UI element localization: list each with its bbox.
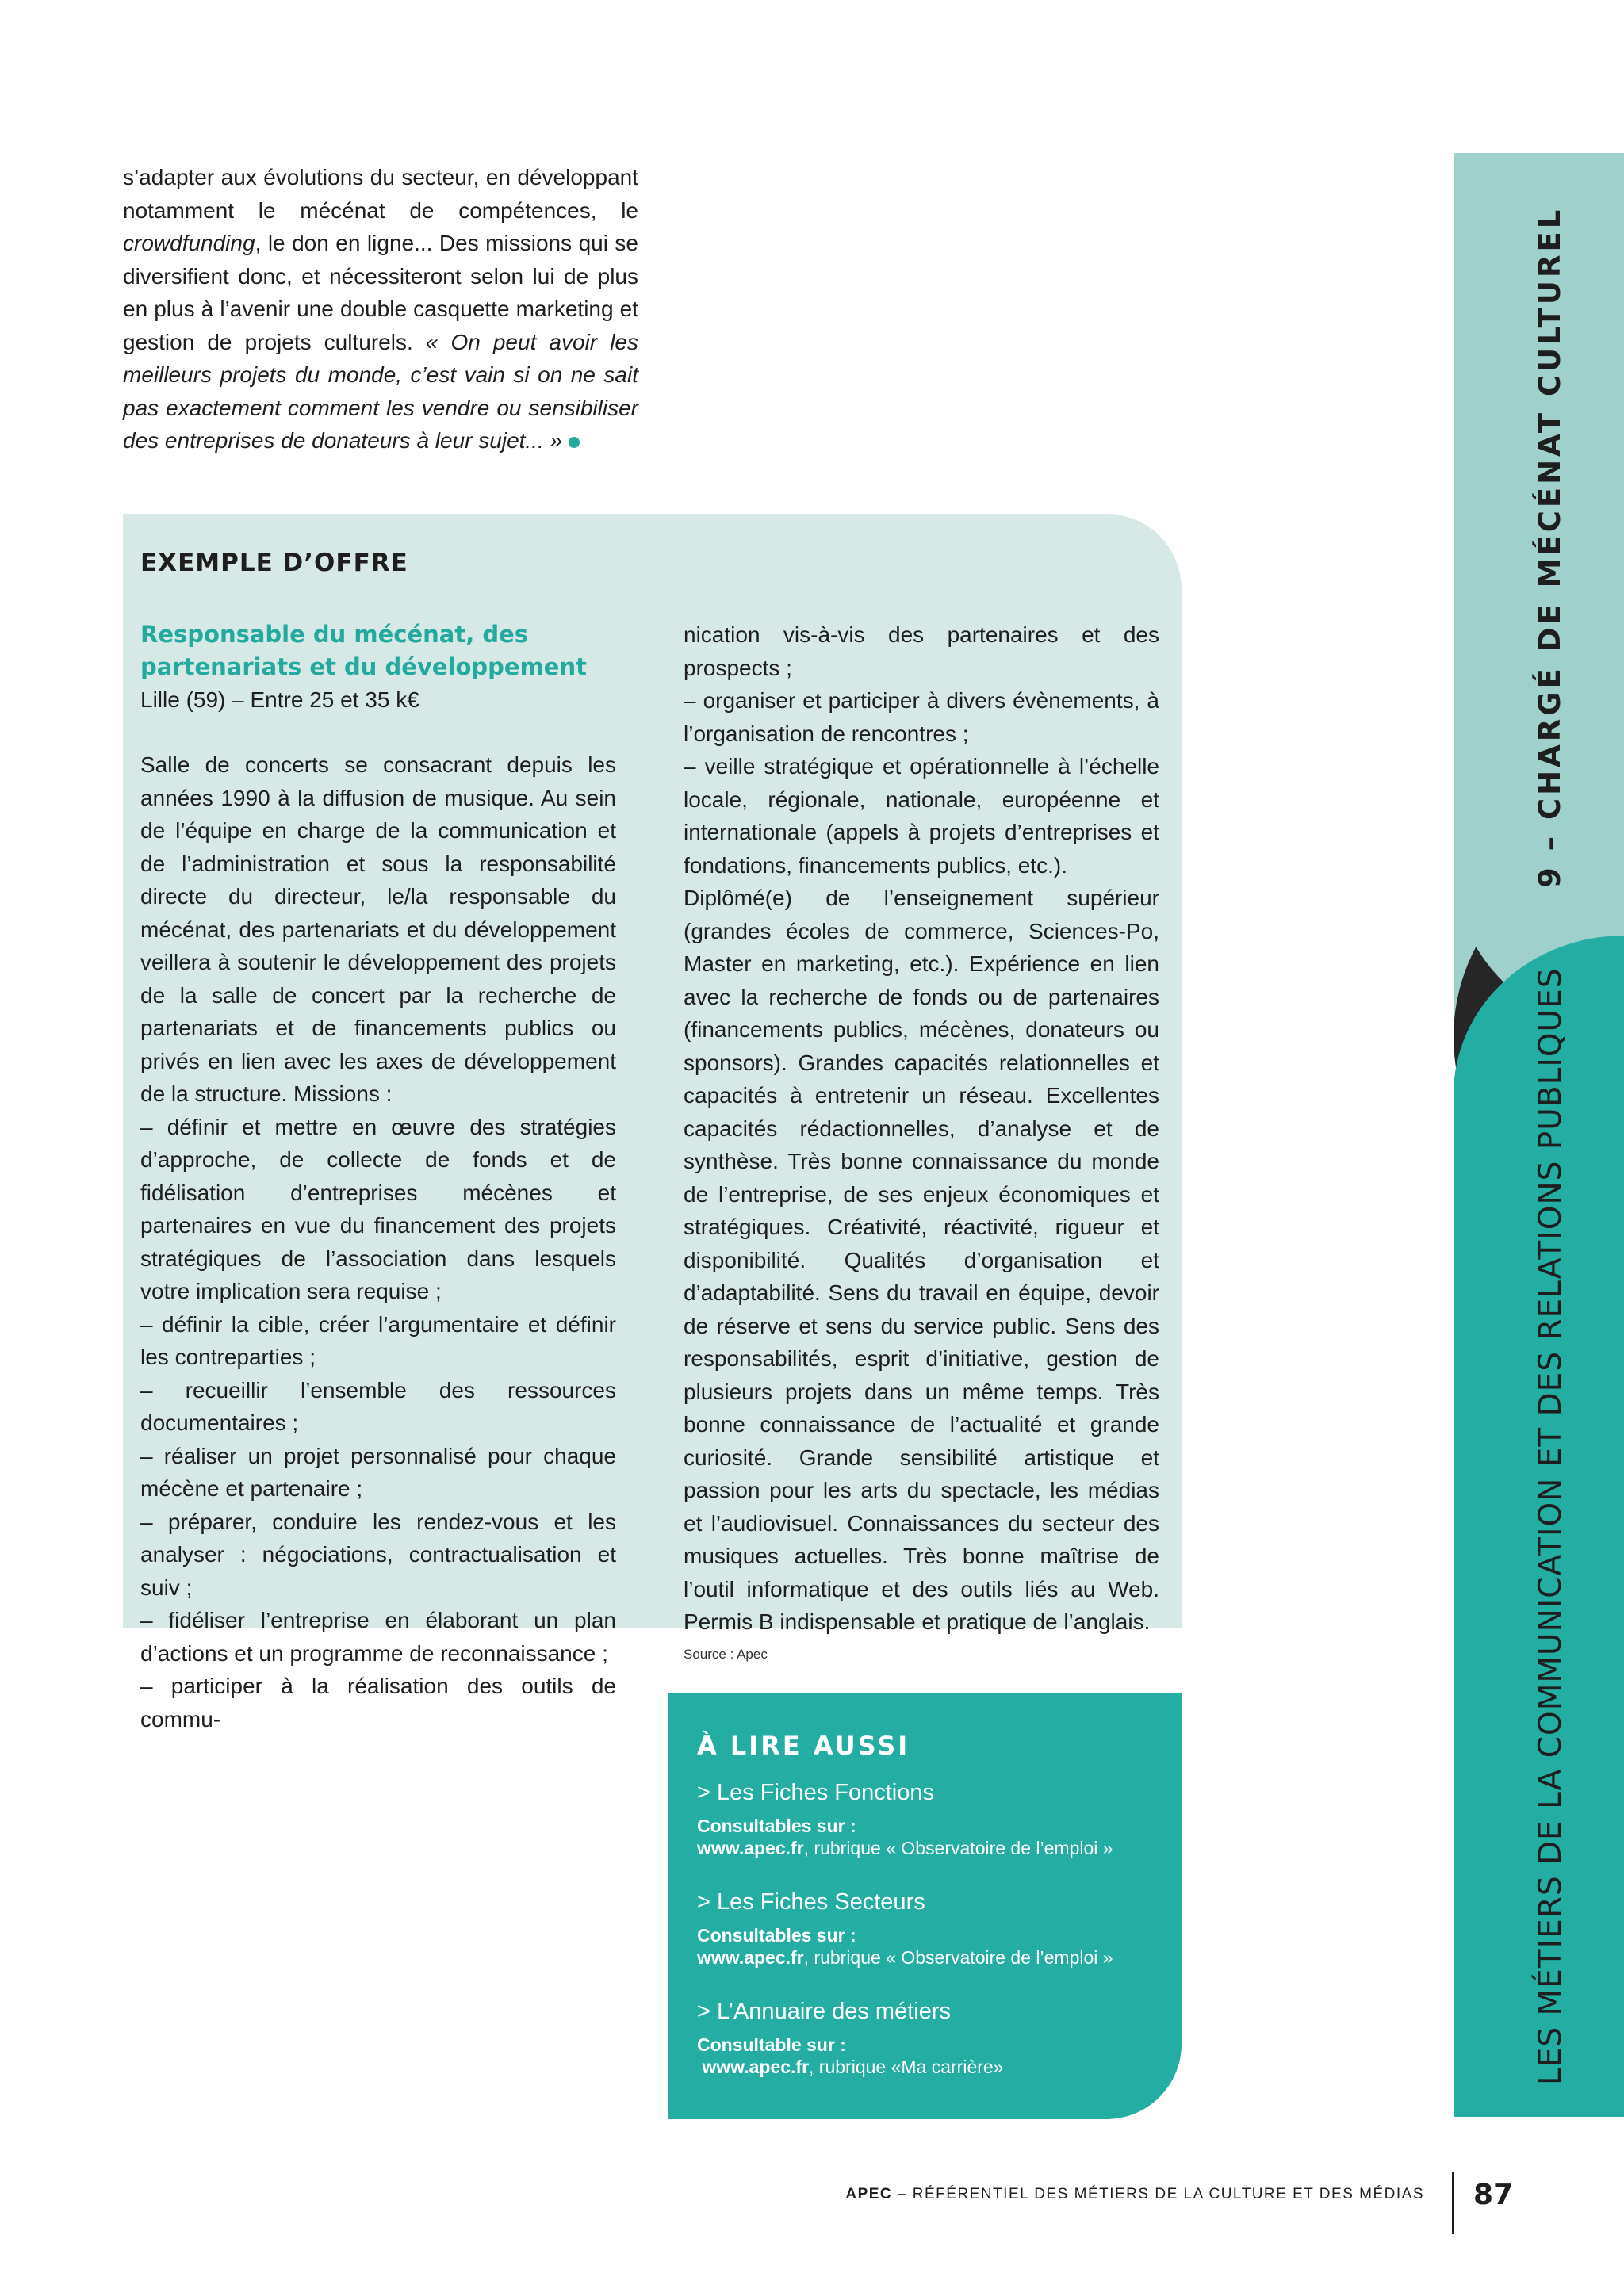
job-offer-column-2 xyxy=(684,618,1159,1663)
mission-item: – réaliser un projet personnalisé pour chaque mécène et partenaire ; xyxy=(140,1443,616,1501)
read-also-label: Consultables sur : xyxy=(697,1816,856,1836)
description-paragraph: Salle de concerts se consacrant depuis les années 1990 à la diffusion de musique. Au sein de l’équipe en charge de la communication et de l’administration et sous la responsabilité directe du directeur, le/la responsable du mécénat, des partenariats et du développement veillera à soutenir le développement des projets de la salle de concert par la recherche de partenariats et de financements publics ou privés en lien avec les axes de développement de la structure. Missions : xyxy=(140,752,616,1106)
job-description-col1 xyxy=(140,748,616,1735)
read-also-url-line xyxy=(697,1946,1165,1969)
read-also-link[interactable]: > Les Fiches Secteurs xyxy=(697,1889,925,1915)
footer-title: – RÉFÉRENTIEL DES MÉTIERS DE LA CULTURE ET DES MÉDIAS xyxy=(892,2186,1424,2202)
profile-paragraph: Diplômé(e) de l’enseignement supérieur (grandes écoles de commerce, Sciences-Po, Master en marketing, etc.). Expérience en lien avec la recherche de fonds ou de partenaires (financements publics, mécènes, donateurs ou sponsors). Grandes capacités relationnelles et capacités à entretenir un réseau. Excellentes capacités rédactionnelles, d’analyse et de synthèse. Très bonne connaissance du monde de l’entreprise, de ses enjeux économiques et stratégiques. Créativité, réactivité, rigueur et disponibilité. Qualités d’organisation et d’adaptabilité. Sens du travail en équipe, devoir de réserve et sens du service public. Sens des responsabilités, esprit d’initiative, gestion de plusieurs projets dans un même temps. Très bonne connaissance de l’actualité et grande curiosité. Grande sensibilité artistique et passion pour les arts du spectacle, les médias et l’audiovisuel. Connaissances du secteur des musiques actuelles. Très bonne maîtrise de l’outil informatique et des outils liés au Web. Permis B indispensable et pratique de l’anglais. xyxy=(684,886,1159,1634)
read-also-url-line xyxy=(697,2056,1165,2078)
read-also-rubric: , rubrique «Ma carrière» xyxy=(809,2057,1004,2077)
mission-item: – préparer, conduire les rendez-vous et les analyser : négociations, contractualisation et suiv ; xyxy=(140,1509,616,1600)
read-also-item xyxy=(697,1886,1165,1969)
mission-item: – fidéliser l’entreprise en élaborant un plan d’actions et un programme de reconnaissance ; xyxy=(140,1608,616,1666)
section-title: LES MÉTIERS DE LA COMMUNICATION ET DES RELATIONS PUBLIQUES xyxy=(1533,967,1568,2085)
mission-item: – définir la cible, créer l’argumentaire et définir les contreparties ; xyxy=(140,1311,616,1369)
read-also-label: Consultables sur : xyxy=(697,1925,856,1946)
footer-divider xyxy=(1452,2172,1454,2234)
mission-item: – définir et mettre en œuvre des stratégies d’approche, de collecte de fonds et de fidélisation d’entreprises mécènes et partenaires en vue du financement des projets stratégiques de l’association dans lesquels votre implication sera requise ; xyxy=(140,1114,616,1303)
intro-text-1: s’adapter aux évolutions du secteur, en développant notamment le mécénat de compétences, le xyxy=(123,165,638,223)
read-also-item xyxy=(697,1777,1165,1859)
read-also-url[interactable]: www.apec.fr xyxy=(702,2057,810,2077)
read-also-box xyxy=(668,1693,1182,2119)
end-dot-icon xyxy=(569,437,580,448)
intro-italic-word: crowdfunding xyxy=(123,231,255,255)
job-location-salary: Lille (59) – Entre 25 et 35 k€ xyxy=(140,687,419,712)
intro-quote: « On peut avoir les meilleurs projets du monde, c’est vain si on ne sait pas exactement comment les vendre ou sensibiliser des entreprises de donateurs à leur sujet... » xyxy=(123,329,638,453)
mission-item: – veille stratégique et opérationnelle à l’échelle locale, régionale, nationale, européenne et internationale (appels à projets d’entreprises et fondations, financements publics, etc.). xyxy=(684,754,1159,878)
mission-item: – participer à la réalisation des outils de commu- xyxy=(140,1674,616,1732)
mission-item: nication vis-à-vis des partenaires et des prospects ; xyxy=(684,622,1159,680)
chapter-title: 9 – CHARGÉ DE MÉCÉNAT CULTUREL xyxy=(1533,206,1567,888)
read-also-link[interactable]: > L’Annuaire des métiers xyxy=(697,1999,951,2024)
source-note: Source : Apec xyxy=(684,1646,768,1662)
read-also-link[interactable]: > Les Fiches Fonctions xyxy=(697,1780,935,1805)
read-also-label: Consultable sur : xyxy=(697,2034,846,2055)
read-also-url-line xyxy=(697,1837,1165,1859)
read-also-url[interactable]: www.apec.fr xyxy=(697,1947,804,1968)
read-also-heading: À LIRE AUSSI xyxy=(697,1731,910,1761)
footer-text xyxy=(845,2186,1424,2203)
read-also-rubric: , rubrique « Observatoire de l’emploi » xyxy=(803,1947,1113,1968)
intro-text-2: , le don en ligne... Des missions qui se diversifient donc, et nécessiteront selon lui de plus en plus à l’avenir une double casquette marketing et gestion de projets culturels. xyxy=(123,231,638,354)
read-also-item xyxy=(697,1996,1165,2078)
footer-brand: APEC xyxy=(845,2186,893,2202)
job-offer-heading: EXEMPLE D’OFFRE xyxy=(140,549,408,577)
read-also-url[interactable]: www.apec.fr xyxy=(697,1838,804,1858)
job-description-col2 xyxy=(684,618,1159,1639)
job-offer-column-1 xyxy=(140,618,616,1735)
mission-item: – organiser et participer à divers évènements, à l’organisation de rencontres ; xyxy=(684,688,1159,746)
job-title: Responsable du mécénat, des partenariats et du développement xyxy=(140,621,587,680)
page-number: 87 xyxy=(1473,2179,1514,2211)
read-also-rubric: , rubrique « Observatoire de l’emploi » xyxy=(803,1838,1113,1858)
job-offer-box xyxy=(123,514,1182,1732)
intro-paragraph xyxy=(123,161,638,457)
mission-item: – recueillir l’ensemble des ressources documentaires ; xyxy=(140,1377,616,1435)
